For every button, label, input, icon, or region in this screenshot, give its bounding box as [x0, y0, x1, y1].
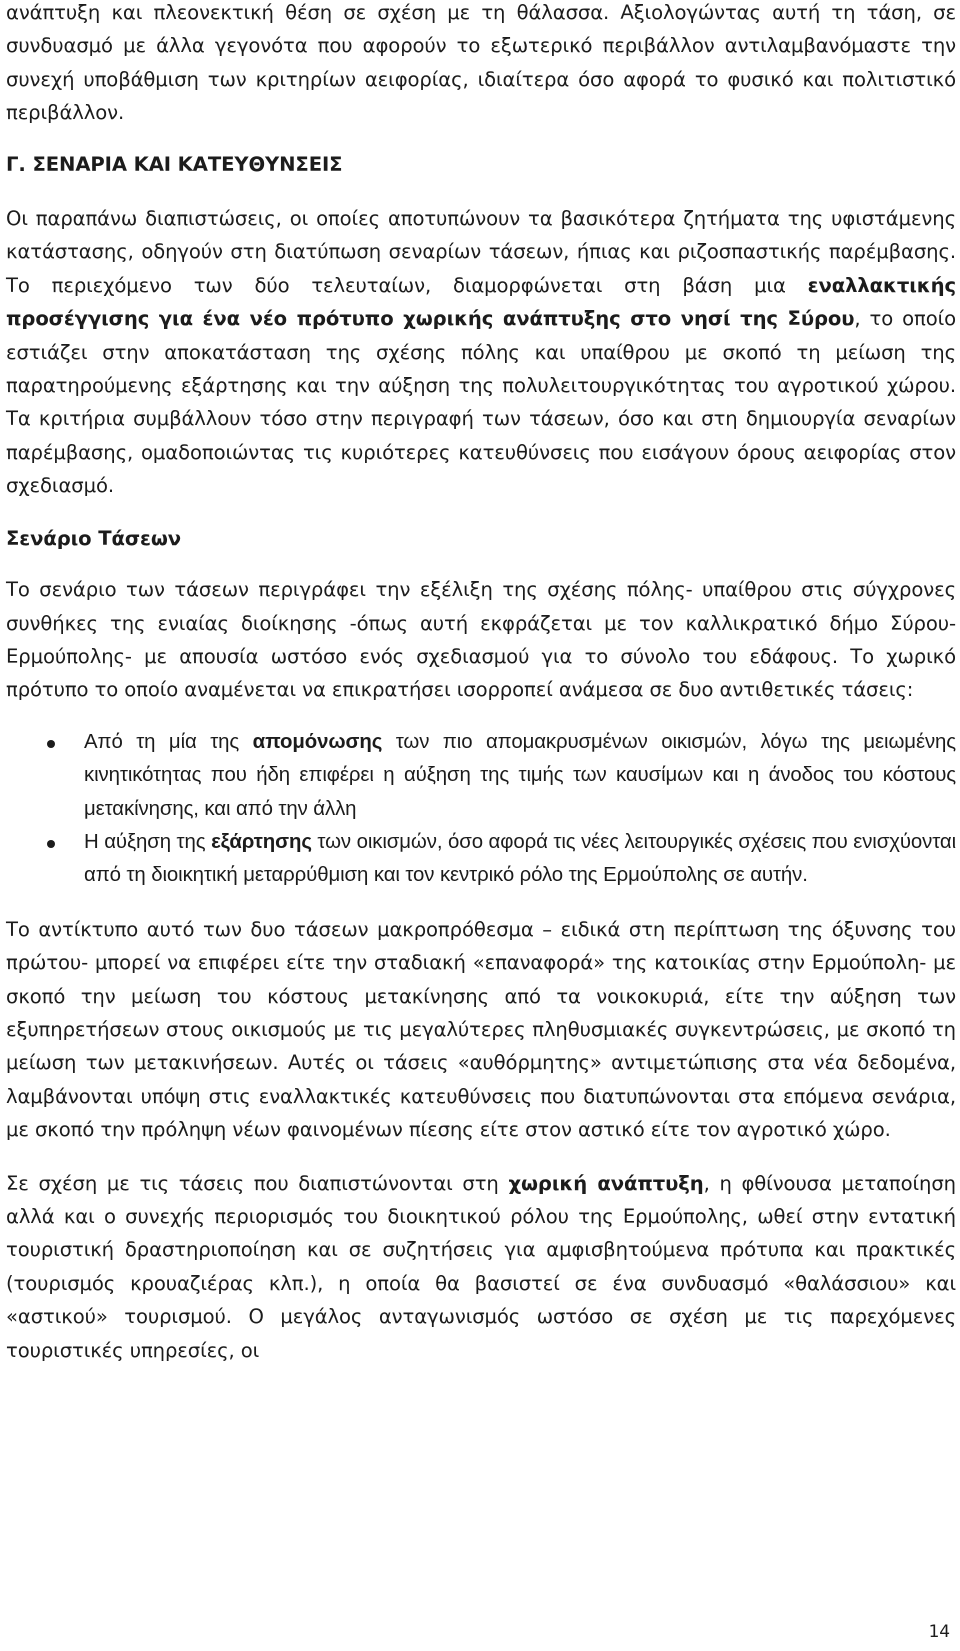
bullet-item [6, 826, 956, 893]
section-heading: Γ. ΣΕΝΑΡΙΑ ΚΑΙ ΚΑΤΕΥΘΥΝΣΕΙΣ [6, 152, 343, 176]
bullet-item [6, 726, 956, 826]
bullet-list [6, 726, 956, 893]
bullet-text-bold: εξάρτησης [211, 830, 312, 853]
subsection-paragraph-1: Το σενάριο των τάσεων περιγράφει την εξέλιξη της σχέσης πόλης- υπαίθρου στις σύγχρονες συνθήκες της ενιαίας διοίκησης -όπως αυτή εκφράζεται με τον καλλικρατικό δήμο Σύρου- Ερμούπολης- με απουσία ωστόσο ενός σχεδιασμού για το σύνολο του εδάφους. Το χωρικό πρότυπο το οποίο αναμένεται να επικρατήσει ισορροπεί ανάμεσα σε δυο αντιθετικές τάσεις: [6, 578, 956, 702]
intro-paragraph: ανάπτυξη και πλεονεκτική θέση σε σχέση με τη θάλασσα. Αξιολογώντας αυτή τη τάση, σε συνδυασμό με άλλα γεγονότα που αφορούν το εξωτερικό περιβάλλον αντιλαμβανόμαστε την συνεχή υποβάθμιση των κριτηρίων αειφορίας, ιδιαίτερα όσο αφορά το φυσικό και πολιτιστικό περιβάλλον. [6, 1, 956, 125]
subsection-paragraph-3-bold: χωρική ανάπτυξη [508, 1171, 704, 1195]
subsection-paragraph-2: Το αντίκτυπο αυτό των δυο τάσεων μακροπρόθεσμα – ειδικά στη περίπτωση της όξυνσης του πρώτου- μπορεί να επιφέρει είτε την σταδιακή «επαναφορά» της κατοικίας στην Ερμούπολη- με σκοπό την μείωση του κόστους μετακίνησης από τα νοικοκυριά, είτε την αύξηση των εξυπηρετήσεων στους οικισμούς με τις μεγαλύτερες πληθυσμιακές συγκεντρώσεις, με σκοπό τη μείωση των μετακινήσεων. Αυτές οι τάσεις «αυθόρμητης» αντιμετώπισης στα νέα δεδομένα, λαμβάνονται υπόψη στις εναλλακτικές κατευθύνσεις που διατυπώνονται στα επόμενα σενάρια, με σκοπό την πρόληψη νέων φαινομένων πίεσης είτε στον αστικό είτε τον αγροτικό χώρο. [6, 917, 956, 1142]
subsection-paragraph-3-text-b: , η φθίνουσα μεταποίηση αλλά και ο συνεχής περιορισμός του διοικητικού ρόλου της Ερμούπολης, ωθεί στην εντατική τουριστική δραστηριοποίηση και σε συζητήσεις για αμφισβητούμενα πρότυπα και πρακτικές (τουρισμός κρουαζιέρας κλπ.), η οποία θα βασιστεί σε ένα συνδυασμό «θαλάσσιου» και «αστικού» τουρισμού. Ο μεγάλος ανταγωνισμός ωστόσο σε σχέση με τις παρεχόμενες τουριστικές υπηρεσίες, οι [6, 1171, 956, 1362]
subsection-heading: Σενάριο Τάσεων [6, 526, 182, 550]
subsection-paragraph-3 [6, 1167, 956, 1367]
section-paragraph-text-b: , το οποίο εστιάζει στην αποκατάσταση της σχέσης πόλης και υπαίθρου με σκοπό τη μείωση της παρατηρούμενης εξάρτησης και την αύξηση της πολυλειτουργικότητας του αγροτικού χώρου. Τα κριτήρια συμβάλλουν τόσο στην περιγραφή των τάσεων, όσο και στη δημιουργία σεναρίων παρέμβασης, ομαδοποιώντας τις κυριότερες κατευθύνσεις που εισάγουν όρους αειφορίας στον σχεδιασμό. [6, 307, 956, 498]
section-paragraph-text-a: Οι παραπάνω διαπιστώσεις, οι οποίες αποτυπώνουν τα βασικότερα ζητήματα της υφιστάμενης κατάστασης, οδηγούν στη διατύπωση σεναρίων τάσεων, ήπιας και ριζοσπαστικής παρέμβασης. Το περιεχόμενο των δύο τελευταίων, διαμορφώνεται στη βάση μια [6, 207, 956, 297]
subsection-paragraph-3-text-a: Σε σχέση με τις τάσεις που διαπιστώνονται στη [6, 1171, 509, 1195]
bullet-text-post: των πιο απομακρυσμένων οικισμών, λόγω της μειωμένης κινητικότητας που ήδη επιφέρει η αύξηση της τιμής των καυσίμων και η άνοδος του κόστους μετακίνησης, και από την άλλη [84, 730, 957, 820]
bullet-icon [47, 840, 55, 848]
section-paragraph [6, 202, 956, 503]
bullet-icon [47, 740, 55, 748]
bullet-text-bold: απομόνωσης [252, 730, 383, 753]
bullet-text-pre: Από τη μία της [84, 730, 253, 753]
bullet-text-post: των οικισμών, όσο αφορά τις νέες λειτουργικές σχέσεις που ενισχύονται από τη διοικητική μεταρρύθμιση και τον κεντρικό ρόλο της Ερμούπολης σε αυτήν. [84, 830, 956, 887]
page-content [6, 0, 956, 1367]
page-number: 14 [928, 1622, 950, 1642]
section-paragraph-bold: εναλλακτικής προσέγγισης για ένα νέο πρότυπο χωρικής ανάπτυξης στο νησί της Σύρου [6, 273, 956, 331]
bullet-text-pre: Η αύξηση της [84, 830, 212, 853]
